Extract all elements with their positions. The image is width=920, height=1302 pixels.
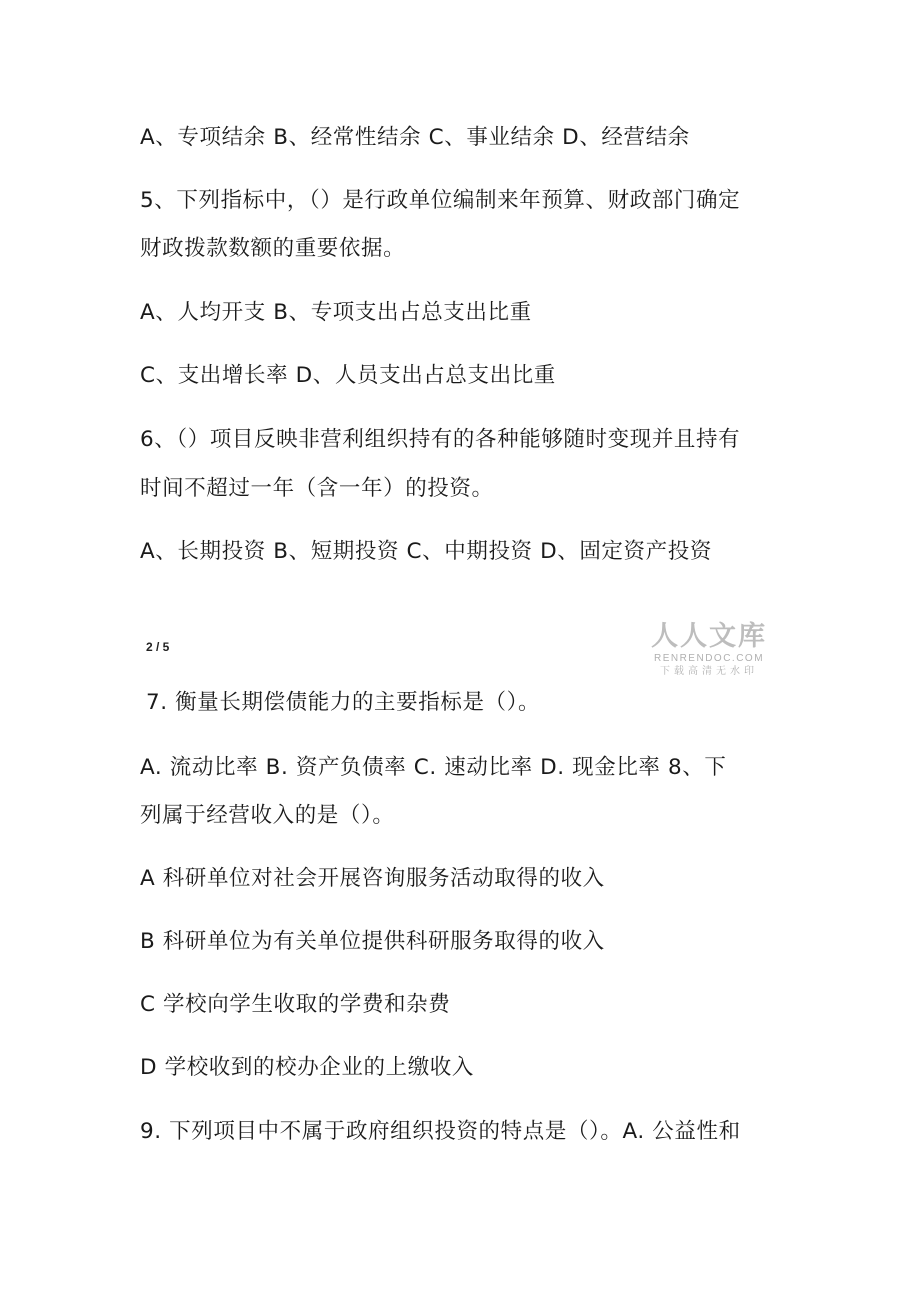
option-line-q4: A、专项结余 B、经常性结余 C、事业结余 D、经营结余 — [140, 125, 690, 150]
option-line-q7: A. 流动比率 B. 资产负债率 C. 速动比率 D. 现金比率 8、下 — [140, 755, 727, 780]
question-7: 7. 衡量长期偿债能力的主要指标是（）。 — [146, 690, 541, 715]
question-5-line-1: 5、下列指标中，（）是行政单位编制来年预算、财政部门确定 — [140, 188, 741, 213]
question-8: 列属于经营收入的是（）。 — [140, 803, 395, 828]
watermark-logo — [646, 622, 772, 678]
option-q8-d: D 学校收到的校办企业的上缴收入 — [140, 1055, 474, 1080]
option-q8-b: B 科研单位为有关单位提供科研服务取得的收入 — [140, 929, 605, 954]
question-6-line-1: 6、（）项目反映非营利组织持有的各种能够随时变现并且持有 — [140, 427, 741, 452]
question-9-line-1: 9. 下列项目中不属于政府组织投资的特点是（）。A. 公益性和 — [140, 1119, 741, 1144]
watermark-domain: RENRENDOC.COM — [653, 653, 765, 664]
watermark-title: 人人文库 — [651, 621, 767, 652]
option-q8-c: C 学校向学生收取的学费和杂费 — [140, 992, 451, 1017]
option-line-q5-ab: A、人均开支 B、专项支出占总支出比重 — [140, 300, 532, 325]
page-number: 2 / 5 — [146, 640, 170, 654]
question-5-line-2: 财政拨款数额的重要依据。 — [140, 236, 406, 261]
option-q8-a: A 科研单位对社会开展咨询服务活动取得的收入 — [140, 866, 605, 891]
watermark-subtitle: 下载高清无水印 — [660, 666, 758, 677]
option-line-q6: A、长期投资 B、短期投资 C、中期投资 D、固定资产投资 — [140, 539, 712, 564]
option-line-q5-cd: C、支出增长率 D、人员支出占总支出比重 — [140, 363, 556, 388]
question-6-line-2: 时间不超过一年（含一年）的投资。 — [140, 476, 494, 501]
